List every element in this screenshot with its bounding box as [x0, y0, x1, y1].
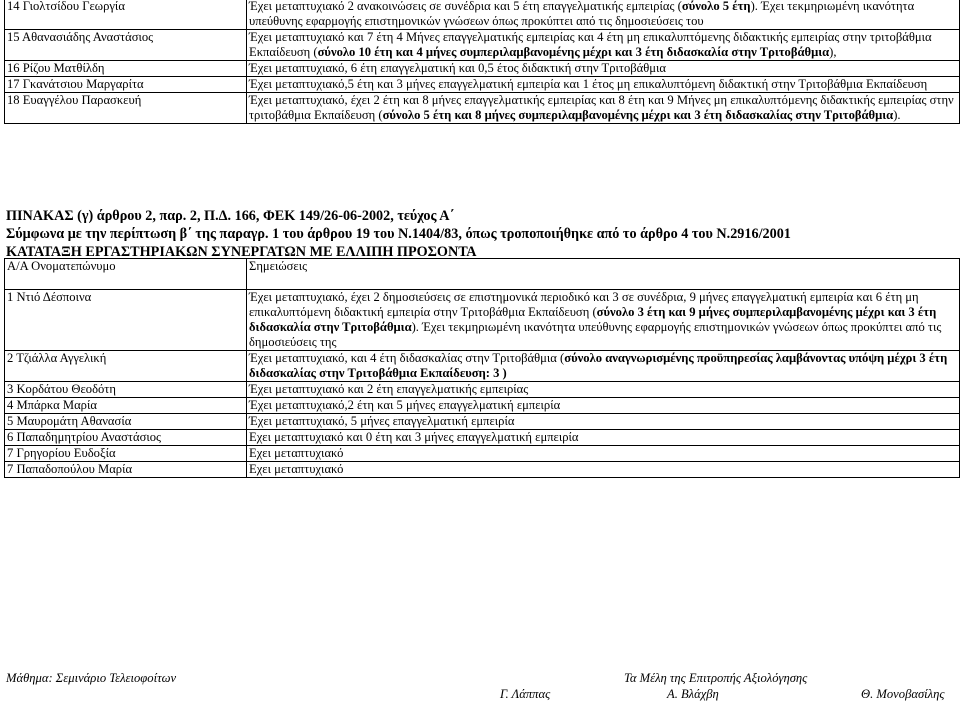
- candidate-name: 17 Γκανάτσιου Μαργαρίτα: [5, 77, 247, 93]
- candidate-name: 4 Μπάρκα Μαρία: [5, 398, 247, 414]
- candidate-name: 14 Γιολτσίδου Γεωργία: [5, 0, 247, 30]
- notes-text: Έχει μεταπτυχιακό,5 έτη και 3 μήνες επαγγελματική εμπειρία και 1 έτος μη επικαλυπτόμενη διδακτική στην Τριτοβάθμια Εκπαίδευση: [249, 77, 928, 91]
- table-row: [5, 414, 960, 430]
- candidate-notes: [247, 446, 960, 462]
- evaluation-table-1: [4, 0, 960, 124]
- candidate-name: 7 Γρηγορίου Ευδοξία: [5, 446, 247, 462]
- table-row: [5, 290, 960, 351]
- candidate-name: 6 Παπαδημητρίου Αναστάσιος: [5, 430, 247, 446]
- notes-text: Έχει μεταπτυχιακό,2 έτη και 5 μήνες επαγγελματική εμπειρία: [249, 398, 561, 412]
- notes-text: Έχει μεταπτυχιακό, έχει 2 έτη και 8 μήνες επαγγελματικής εμπειρίας και 8 έτη και 9 Μήνες μη επικαλυπτόμενης διδακτικής εμπειρίας στην τριτοβάθμια Εκπαίδευση (: [249, 93, 954, 122]
- notes-text: Έχει μεταπτυχιακό 2 ανακοινώσεις σε συνέδρια και 5 έτη επαγγελματικής εμπειρίας (: [249, 0, 682, 13]
- candidate-name: 5 Μαυρομάτη Αθανασία: [5, 414, 247, 430]
- table-row: [5, 430, 960, 446]
- notes-text: Έχει μεταπτυχιακό και 7 έτη 4 Μήνες επαγγελματικής εμπειρίας και 4 έτη μη επικαλυπτόμενης διδακτικής εμπειρίας στην τριτοβάθμια Εκπαίδευση (: [249, 30, 932, 59]
- notes-text: ).: [893, 108, 901, 122]
- notes-text: Εχει μεταπτυχιακό και 0 έτη και 3 μήνες επαγγελματική εμπειρία: [249, 430, 579, 444]
- section-title-table-c: ΠΙΝΑΚΑΣ (γ) άρθρου 2, παρ. 2, Π.Δ. 166, ΦΕΚ 149/26-06-2002, τεύχος Α΄: [6, 208, 455, 224]
- notes-text: Έχει μεταπτυχιακό, και 4 έτη διδασκαλίας στην Τριτοβάθμια (: [249, 351, 565, 365]
- footer-course: Μάθημα: Σεμινάριο Τελειοφοίτων: [6, 671, 177, 685]
- evaluation-table-1-body: [5, 0, 960, 124]
- notes-bold-text: σύνολο 10 έτη και 4 μήνες συμπεριλαμβανομένης μέχρι και 3 έτη διδασκαλία στην Τριτοβάθμια: [317, 45, 830, 59]
- evaluation-table-2-body: [5, 290, 960, 478]
- table-row: [5, 446, 960, 462]
- candidate-name: 2 Τζιάλλα Αγγελική: [5, 351, 247, 382]
- section-heading-ranking: ΚΑΤΑΤΑΞΗ ΕΡΓΑΣΤΗΡΙΑΚΩΝ ΣΥΝΕΡΓΑΤΩΝ ΜΕ ΕΛΛΙΠΗ ΠΡΟΣΟΝΤΑ: [6, 244, 477, 260]
- table-row: [5, 30, 960, 61]
- notes-bold-text: σύνολο αναγνωρισμένης προϋπηρεσίας λαμβάνοντας υπόψη μέχρι 3 έτη διδασκαλίας στην Τριτοβάθμια Εκπαίδευση: 3 ): [249, 351, 948, 380]
- footer-member-3: Θ. Μονοβασίλης: [861, 687, 945, 701]
- notes-text: Εχει μεταπτυχιακό: [249, 462, 344, 476]
- table-row: [5, 77, 960, 93]
- table-row: [5, 398, 960, 414]
- candidate-notes: [247, 430, 960, 446]
- notes-text: Έχει μεταπτυχιακό, 5 μήνες επαγγελματική εμπειρία: [249, 414, 515, 428]
- candidate-notes: [247, 462, 960, 478]
- table-row: [5, 382, 960, 398]
- notes-bold-text: σύνολο 5 έτη: [681, 0, 751, 13]
- footer-member-1: Γ. Λάππας: [500, 687, 551, 701]
- section-subtitle-law: Σύμφωνα με την περίπτωση β΄ της παραγρ. 1 του άρθρου 19 του Ν.1404/83, όπως τροποποιήθηκε από το άρθρο 4 του Ν.2916/2001: [6, 226, 791, 242]
- notes-text: Εχει μεταπτυχιακό: [249, 446, 344, 460]
- candidate-notes: [247, 61, 960, 77]
- notes-text: Έχει μεταπτυχιακό και 2 έτη επαγγελματικής εμπειρίας: [249, 382, 529, 396]
- table-row: [5, 351, 960, 382]
- table-row: [5, 93, 960, 124]
- candidate-name: 16 Ρίζου Ματθίλδη: [5, 61, 247, 77]
- table-header-row: [5, 259, 960, 290]
- candidate-notes: [247, 382, 960, 398]
- footer-committee: Τα Μέλη της Επιτροπής Αξιολόγησης: [624, 671, 808, 685]
- notes-text: Έχει μεταπτυχιακό, 6 έτη επαγγελματική και 0,5 έτος διδακτική στην Τριτοβάθμια: [249, 61, 667, 75]
- header-name: Α/Α Ονοματεπώνυμο: [5, 259, 247, 290]
- candidate-notes: [247, 77, 960, 93]
- table-row: [5, 61, 960, 77]
- candidate-notes: [247, 398, 960, 414]
- candidate-name: 18 Ευαγγέλου Παρασκευή: [5, 93, 247, 124]
- candidate-notes: [247, 93, 960, 124]
- candidate-name: 3 Κορδάτου Θεοδότη: [5, 382, 247, 398]
- notes-bold-text: σύνολο 5 έτη και 8 μήνες συμπεριλαμβανομένης μέχρι και 3 έτη διδασκαλίας στην Τριτοβάθμια: [382, 108, 894, 122]
- candidate-notes: [247, 30, 960, 61]
- notes-text: ),: [829, 45, 837, 59]
- evaluation-table-2: [4, 258, 960, 478]
- footer-member-2: Α. Βλάχβη: [667, 687, 719, 701]
- table-row: [5, 462, 960, 478]
- candidate-name: 7 Παπαδοπούλου Μαρία: [5, 462, 247, 478]
- candidate-name: 1 Ντιό Δέσποινα: [5, 290, 247, 351]
- table-row: [5, 0, 960, 30]
- notes-text: ). Έχει τεκμηριωμένη ικανότητα υπεύθυνης εφαρμογής επιστημονικών γνώσεων όπως προκύπτει από τις δημοσιεύσεις του: [249, 0, 915, 28]
- notes-text: Έχει μεταπτυχιακό, έχει 2 δημοσιεύσεις σε επιστημονικά περιοδικό και 3 σε συνέδρια, 9 μήνες επαγγελματική εμπειρία και 6 έτη μη επικαλυπτόμενη διδακτική εμπειρία στην Τριτοβάθμια Εκπαίδευση (: [249, 290, 919, 319]
- candidate-notes: [247, 414, 960, 430]
- notes-bold-text: σύνολο 3 έτη και 9 μήνες συμπεριλαμβανομένης μέχρι και 3 έτη διδασκαλία στην Τριτοβάθμια: [249, 305, 937, 334]
- candidate-notes: [247, 351, 960, 382]
- header-notes: Σημειώσεις: [247, 259, 960, 290]
- candidate-notes: [247, 290, 960, 351]
- candidate-name: 15 Αθανασιάδης Αναστάσιος: [5, 30, 247, 61]
- candidate-notes: [247, 0, 960, 30]
- notes-text: ). Έχει τεκμηριωμένη ικανότητα υπεύθυνης εφαρμογής επιστημονικών γνώσεων όπως προκύπτει από τις δημοσιεύσεις της: [249, 320, 942, 349]
